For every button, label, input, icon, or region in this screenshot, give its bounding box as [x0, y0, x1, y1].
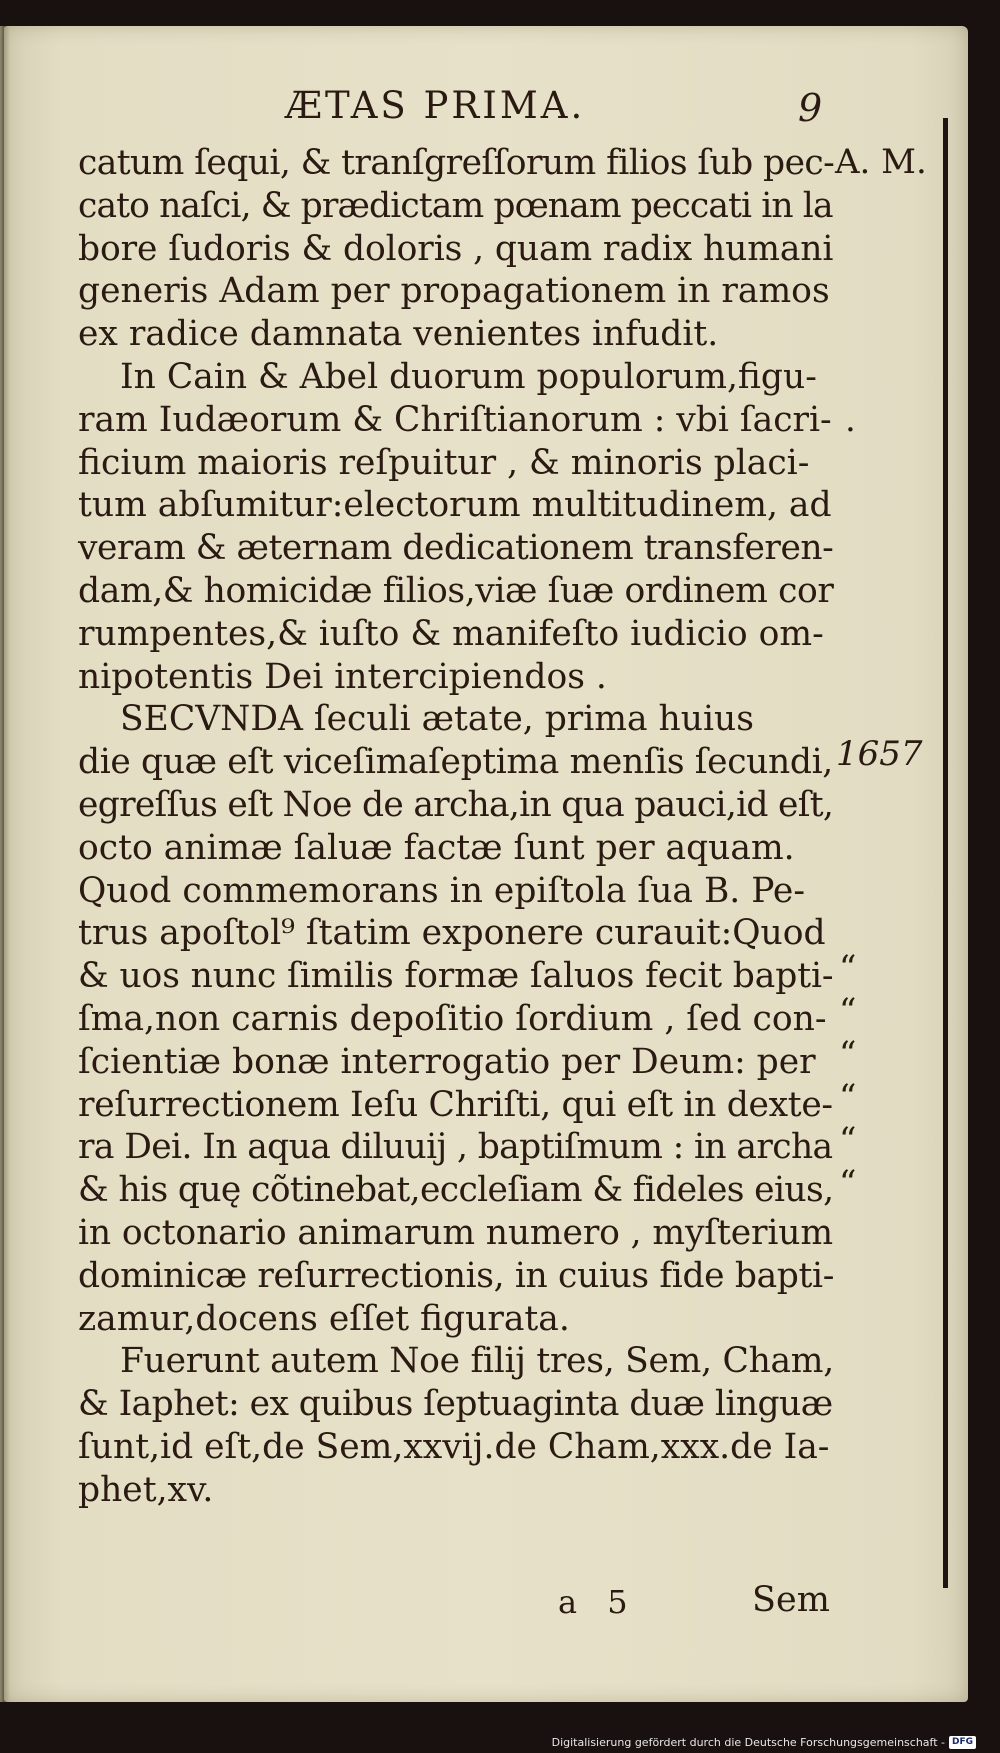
text-line: phet,xv. — [78, 1469, 214, 1510]
page-edge-shadow — [0, 26, 10, 1702]
text-line: ram Iudæorum & Chriſtianorum : vbi ſacri- — [78, 399, 832, 440]
margin-note-quote: “ — [839, 1077, 857, 1117]
margin-note-year: 1657 — [836, 734, 923, 774]
text-line: ſma,non carnis depoſitio ſordium , ſed con- — [78, 998, 827, 1039]
text-line: veram & æternam dedicationem transferen- — [78, 528, 834, 569]
digitization-credit — [552, 1736, 976, 1749]
signature-mark: a 5 — [558, 1583, 638, 1621]
text-line: & his quę cõtinebat,eccleſiam & fideles eius, — [78, 1170, 834, 1211]
text-line: ex radice damnata venientes infudit. — [78, 314, 719, 355]
dfg-logo-icon: DFG — [949, 1736, 976, 1749]
margin-note-anno-mundi: A. M. — [835, 142, 927, 182]
text-line: & uos nunc ſimilis formæ ſaluos fecit bapti- — [78, 956, 834, 997]
margin-note-quote: “ — [839, 991, 857, 1031]
text-line: ficium maioris reſpuitur , & minoris placi- — [78, 442, 810, 483]
text-line: in octonario animarum numero , myſterium — [78, 1212, 833, 1253]
text-line: zamur,docens eſſet figurata. — [78, 1298, 570, 1339]
text-line: nipotentis Dei intercipiendos . — [78, 656, 607, 697]
margin-note-dot: . — [845, 400, 856, 440]
text-line: dominicæ reſurrectionis, in cuius fide bapti- — [78, 1255, 835, 1296]
page-number: 9 — [798, 86, 823, 130]
text-line: & Iaphet: ex quibus ſeptuaginta duæ linguæ — [78, 1384, 833, 1425]
text-line: catum ſequi, & tranſgreſſorum filios ſub pec- — [78, 143, 835, 183]
text-line: egreſſus eſt Noe de archa,in qua pauci,id eſt, — [78, 784, 834, 825]
body-text — [78, 142, 833, 1512]
text-line: ſcientiæ bonæ interrogatio per Deum: per — [78, 1041, 816, 1082]
margin-note-quote: “ — [839, 1120, 857, 1160]
margin-note-quote: “ — [839, 1163, 857, 1203]
text-line: dam,& homicidæ filios,viæ ſuæ ordinem cor — [78, 570, 834, 611]
text-line: In Cain & Abel duorum populorum,figu- — [120, 356, 817, 397]
credit-text: Digitalisierung gefördert durch die Deutsche Forschungsgemeinschaft - — [551, 1736, 945, 1749]
text-line: cato naſci, & prædictam pœnam peccati in la — [78, 185, 833, 226]
margin-note-quote: “ — [839, 948, 857, 988]
margin-note-quote: “ — [839, 1034, 857, 1074]
text-line: octo animæ ſaluæ factæ ſunt per aquam. — [78, 827, 795, 868]
text-line: Quod commemorans in epiſtola ſua B. Pe- — [78, 870, 805, 911]
margin-rule — [943, 118, 948, 1588]
text-line: die quæ eſt viceſimaſeptima menſis ſecundi, — [78, 742, 833, 783]
text-line: trus apoſtol⁹ ſtatim exponere curauit:Quod — [78, 913, 826, 954]
text-line: ra Dei. In aqua diluuij , baptiſmum : in archa — [78, 1127, 833, 1168]
text-line: generis Adam per propagationem in ramos — [78, 271, 830, 312]
text-line: rumpentes,& iuſto & manifeſto iudicio om- — [78, 613, 824, 654]
text-line: SECVNDA ſeculi ætate, prima huius — [120, 699, 754, 740]
text-line: bore ſudoris & doloris , quam radix humani — [78, 228, 834, 269]
text-line: ſunt,id eſt,de Sem,xxvij.de Cham,xxx.de Ia- — [78, 1426, 830, 1467]
text-line: Fuerunt autem Noe filij tres, Sem, Cham, — [120, 1341, 834, 1382]
text-line: reſurrectionem Ieſu Chriſti, qui eſt in dexte- — [78, 1084, 833, 1125]
text-line: tum abſumitur:electorum multitudinem, ad — [78, 485, 832, 526]
catchword: Sem — [752, 1580, 830, 1620]
running-title: ÆTAS PRIMA. — [285, 84, 586, 127]
